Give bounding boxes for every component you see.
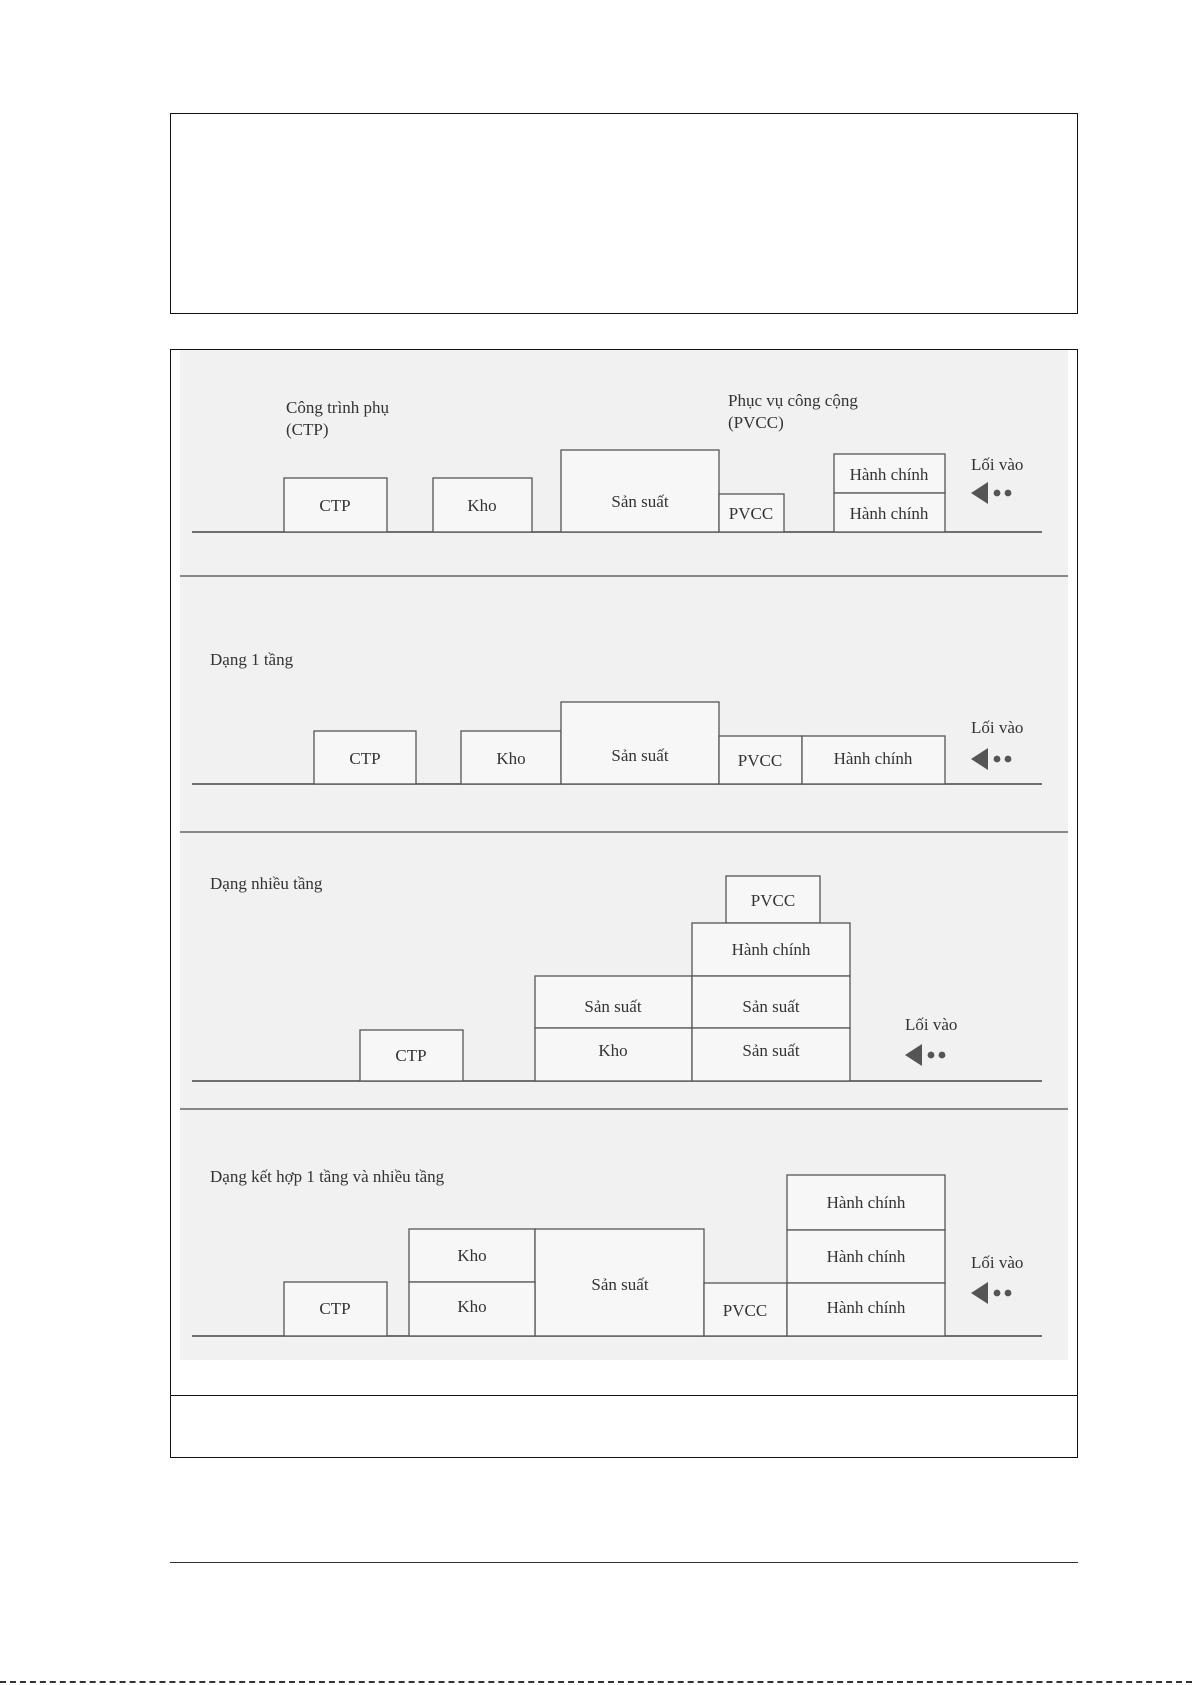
panel-1-entrance-label: Lối vào bbox=[971, 455, 1024, 474]
panel-4-label-hanh-chinh-top: Hành chính bbox=[826, 1193, 906, 1212]
panel-1-label-hanh-chinh-lower: Hành chính bbox=[849, 504, 929, 523]
panel-1-label-ctp: CTP bbox=[319, 496, 351, 515]
panel-4-entrance-dot-icon bbox=[1005, 1290, 1012, 1297]
panel-2-entrance-label: Lối vào bbox=[971, 718, 1024, 737]
panel-1-label-pvcc: PVCC bbox=[728, 504, 774, 523]
panel-3-caption: Dạng nhiều tầng bbox=[210, 874, 323, 893]
panel-2-label-hanh-chinh: Hành chính bbox=[833, 749, 913, 768]
panel-3-entrance-arrow-icon bbox=[905, 1044, 922, 1066]
panel-2-block-san-suat bbox=[561, 702, 719, 784]
panel-4 bbox=[192, 1167, 1042, 1336]
panel-4-entrance-label: Lối vào bbox=[971, 1253, 1024, 1272]
panel-4-caption: Dạng kết hợp 1 tầng và nhiều tầng bbox=[210, 1167, 445, 1186]
panel-1-caption2-line-1: Phục vụ công cộng bbox=[728, 391, 858, 410]
figure-caption-box bbox=[170, 1395, 1078, 1458]
panel-2-entrance-dot-icon bbox=[994, 756, 1001, 763]
panel-1-entrance-arrow-icon bbox=[971, 482, 988, 504]
footer-rule bbox=[170, 1562, 1078, 1563]
panel-1 bbox=[192, 391, 1042, 532]
panel-2 bbox=[192, 650, 1042, 784]
site-layout-diagram bbox=[180, 350, 1068, 1360]
panel-4-label-ctp: CTP bbox=[319, 1299, 351, 1318]
panel-3 bbox=[192, 874, 1042, 1081]
panel-4-label-pvcc: PVCC bbox=[722, 1301, 768, 1320]
panel-3-entrance-label: Lối vào bbox=[905, 1015, 958, 1034]
panel-3-label-pvcc: PVCC bbox=[750, 891, 796, 910]
panel-3-label-ctp: CTP bbox=[395, 1046, 427, 1065]
panel-3-label-kho: Kho bbox=[598, 1041, 628, 1060]
panel-1-block-san-suat bbox=[561, 450, 719, 532]
panel-3-label-hanh-chinh: Hành chính bbox=[731, 940, 811, 959]
panel-1-label-kho: Kho bbox=[467, 496, 497, 515]
panel-3-label-san-suat-left: Sản suất bbox=[584, 997, 642, 1016]
panel-1-caption2-line-2: (PVCC) bbox=[728, 413, 784, 432]
panel-2-caption: Dạng 1 tầng bbox=[210, 650, 294, 669]
panel-4-label-kho-lower: Kho bbox=[457, 1297, 487, 1316]
panel-1-caption-line-1: Công trình phụ bbox=[286, 398, 389, 417]
panel-1-label-hanh-chinh-upper: Hành chính bbox=[849, 465, 929, 484]
page-cut-line bbox=[0, 1681, 1192, 1683]
panel-3-entrance-dot-icon bbox=[939, 1052, 946, 1059]
panel-4-label-hanh-chinh-bottom: Hành chính bbox=[826, 1298, 906, 1317]
panel-1-entrance-dot-icon bbox=[994, 490, 1001, 497]
panel-2-label-san-suat: Sản suất bbox=[611, 746, 669, 765]
panel-4-entrance-dot-icon bbox=[994, 1290, 1001, 1297]
panel-2-label-pvcc: PVCC bbox=[737, 751, 783, 770]
panel-2-label-ctp: CTP bbox=[349, 749, 381, 768]
panel-3-entrance-dot-icon bbox=[928, 1052, 935, 1059]
panel-4-label-hanh-chinh-middle: Hành chính bbox=[826, 1247, 906, 1266]
panel-4-entrance-arrow-icon bbox=[971, 1282, 988, 1304]
diagram-scan bbox=[180, 350, 1068, 1360]
panel-4-label-san-suat: Sản suất bbox=[591, 1275, 649, 1294]
panel-1-entrance-dot-icon bbox=[1005, 490, 1012, 497]
panel-3-label-san-suat-right-lower: Sản suất bbox=[742, 1041, 800, 1060]
panel-2-label-kho: Kho bbox=[496, 749, 526, 768]
panel-3-label-san-suat-right-upper: Sản suất bbox=[742, 997, 800, 1016]
panel-1-label-san-suat: Sản suất bbox=[611, 492, 669, 511]
panel-1-caption-line-2: (CTP) bbox=[286, 420, 329, 439]
panel-2-entrance-arrow-icon bbox=[971, 748, 988, 770]
panel-2-entrance-dot-icon bbox=[1005, 756, 1012, 763]
panel-4-label-kho-upper: Kho bbox=[457, 1246, 487, 1265]
top-text-box bbox=[170, 113, 1078, 314]
